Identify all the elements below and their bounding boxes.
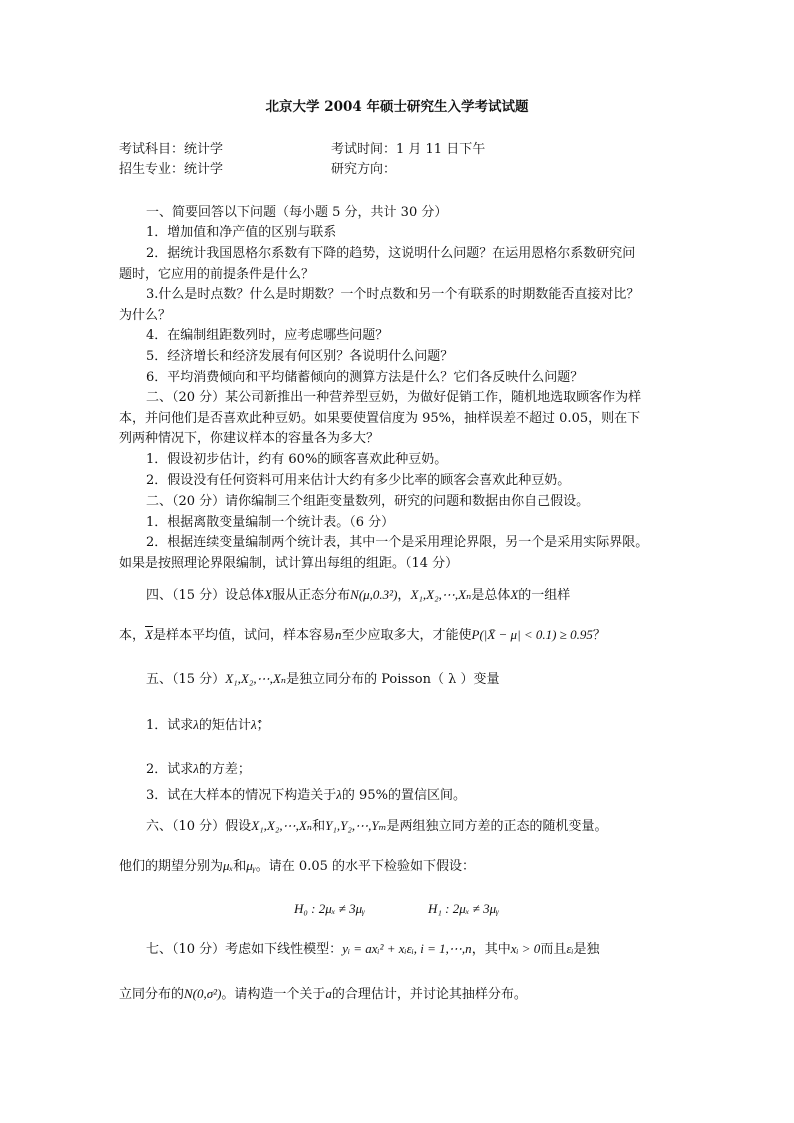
section1-q3-line2: 为什么？ <box>119 308 172 323</box>
section2-line3: 列两种情况下，你建议样本的容量各为多大？ <box>119 431 380 446</box>
section1-q2-line1: 2．据统计我国恩格尔系数有下降的趋势，这说明什么问题？在运用恩格尔系数研究问 <box>146 246 636 261</box>
section1-q2-line2: 题时，它应用的前提条件是什么？ <box>119 267 315 282</box>
section6-h0: H₀ : 2μₓ ≠ 3μᵧ <box>294 901 366 916</box>
section7-line2-b: 。请构造一个关于 <box>221 987 326 1002</box>
section6-line2-a: 他们的期望分别为 <box>119 859 224 874</box>
exam-title: 北京大学 2004 年硕士研究生入学考试试题 <box>265 99 529 115</box>
section4-sample: X₁,X₂,⋯,Xₙ <box>410 587 472 602</box>
section7-text-a: 七、（10 分）考虑如下线性模型： <box>146 942 343 957</box>
section4-prob: P(|X̄ − μ| < 0.1) ≥ 0.95 <box>471 627 593 642</box>
section4-line2-c: 至少应取多大，才能使 <box>341 628 472 643</box>
section2-q1: 1．假设初步估计，约有 60%的顾客喜欢此种豆奶。 <box>146 452 448 467</box>
section4-text-d: 的一组样 <box>518 588 571 603</box>
section5-q2 <box>146 761 251 778</box>
section5-q2-a: 2．试求 <box>146 762 194 777</box>
exam-time: 考试时间：1 月 11 日下午 <box>331 142 486 157</box>
section4-line1 <box>146 587 570 604</box>
section7-a: a <box>325 986 332 1001</box>
section7-nd: N(0,σ²) <box>184 986 222 1001</box>
section4-dist: N(μ,0.3²) <box>350 587 398 602</box>
section5-q3-b: 的 95%的置信区间。 <box>341 788 466 803</box>
section3-q2-line2: 如果是按照理论界限编制，试计算出每组的组距。（14 分） <box>119 556 459 571</box>
section3-q1: 1．根据离散变量编制一个统计表。（6 分） <box>146 515 395 530</box>
section7-line2-a: 立同分布的 <box>119 987 185 1002</box>
section5-lambda: λ <box>193 717 199 732</box>
exam-major: 招生专业：统计学 <box>119 162 224 177</box>
section4-text-a: 四、（15 分）设总体 <box>146 588 265 603</box>
section4-sep: ， <box>397 588 411 603</box>
section6-line1 <box>146 818 608 835</box>
section6-ys: Y₁,Y₂,⋯,Yₘ <box>325 818 387 833</box>
section5-lambda2: λ <box>336 787 342 802</box>
section3-heading: 二、（20 分）请你编制三个组距变量数列，研究的问题和数据由你自己假设。 <box>146 494 590 509</box>
section4-x2: X <box>510 587 519 602</box>
section1-q6: 6．平均消费倾向和平均储蓄倾向的测算方法是什么？它们各反映什么问题？ <box>146 370 584 385</box>
section3-q2-line1: 2．根据连续变量编制两个统计表，其中一个是采用理论界限，另一个是采用实际界限。 <box>146 535 649 550</box>
section6-and2: 和 <box>233 859 247 874</box>
section6-text-a: 六、（10 分）假设 <box>146 819 252 834</box>
section7-text-b: ，其中 <box>471 942 511 957</box>
section4-line2-b: 是样本平均值，试问，样本容易 <box>152 628 335 643</box>
section1-q4: 4．在编制组距数列时，应考虑哪些问题？ <box>146 328 389 343</box>
exam-direction: 研究方向： <box>331 162 397 177</box>
section7-cond: xᵢ > 0 <box>510 941 541 956</box>
section7-model: yᵢ = axᵢ² + xᵢεᵢ, i = 1,⋯,n <box>342 941 472 956</box>
section5-lambdahat2: λ̂ <box>193 761 199 776</box>
section5-q3 <box>146 787 466 804</box>
section5-lambdahat: λ̂ <box>250 717 257 732</box>
section7-line2-c: 的合理估计，并讨论其抽样分布。 <box>331 987 527 1002</box>
section6-h1: H₁ : 2μₓ ≠ 3μᵧ <box>428 901 500 916</box>
section6-line2 <box>119 858 475 875</box>
section1-heading: 一、简要回答以下问题（每小题 5 分，共计 30 分） <box>146 205 448 220</box>
section7-text-d: 是独 <box>573 942 600 957</box>
section6-and: 和 <box>312 819 326 834</box>
section4-q: ？ <box>592 628 606 643</box>
section7-text-c: 而且 <box>540 942 567 957</box>
section4-x: X <box>264 587 273 602</box>
exam-subject: 考试科目：统计学 <box>119 142 224 157</box>
section7-line1 <box>146 941 600 958</box>
section5-q1-c: ； <box>256 718 270 733</box>
section1-q5: 5．经济增长和经济发展有何区别？各说明什么问题？ <box>146 349 454 364</box>
section2-line1: 二、（20 分）某公司新推出一种营养型豆奶，为做好促销工作，随机地选取顾客作为样 <box>146 390 642 405</box>
section6-mux: μₓ <box>223 858 234 873</box>
section4-text-c: 是总体 <box>471 588 511 603</box>
section5-q1-b: 的矩估计 <box>198 718 251 733</box>
section2-line2: 本，并问他们是否喜欢此种豆奶。如果要使置信度为 95%，抽样误差不超过 0.05，则在下 <box>119 411 641 426</box>
section4-xbar: $\overline{X}$ <box>145 627 153 642</box>
section5-q1-a: 1．试求 <box>146 718 194 733</box>
section4-line2-a: 本， <box>119 628 146 643</box>
section1-q3-line1: 3.什么是时点数？什么是时期数？一个时点数和另一个有联系的时期数能否直接对比？ <box>146 287 640 302</box>
section6-line2-b: 。请在 0.05 的水平下检验如下假设： <box>255 859 476 874</box>
section2-q2: 2．假设没有任何资料可用来估计大约有多少比率的顾客会喜欢此种豆奶。 <box>146 473 571 488</box>
section7-line2 <box>119 986 527 1003</box>
section7-eps: εᵢ <box>566 941 574 956</box>
section5-q2-b: 的方差； <box>198 762 251 777</box>
section5-q1 <box>146 717 270 734</box>
section5-text-a: 五、（15 分） <box>146 672 226 687</box>
section6-xs: X₁,X₂,⋯,Xₙ <box>251 818 313 833</box>
section4-text-b: 服从正态分布 <box>272 588 351 603</box>
section6-text-b: 是两组独立同方差的正态的随机变量。 <box>386 819 608 834</box>
section5-sample: X₁,X₂,⋯,Xₙ <box>225 671 287 686</box>
section4-line2 <box>119 627 606 644</box>
section5-line1 <box>146 671 499 688</box>
section6-muy: μᵧ <box>246 858 256 873</box>
section1-q1: 1．增加值和净产值的区别与联系 <box>146 225 337 240</box>
section4-n: n <box>334 627 342 642</box>
section5-text-b: 是独立同分布的 Poisson（ λ ）变量 <box>286 672 500 687</box>
section5-q3-a: 3．试在大样本的情况下构造关于 <box>146 788 337 803</box>
